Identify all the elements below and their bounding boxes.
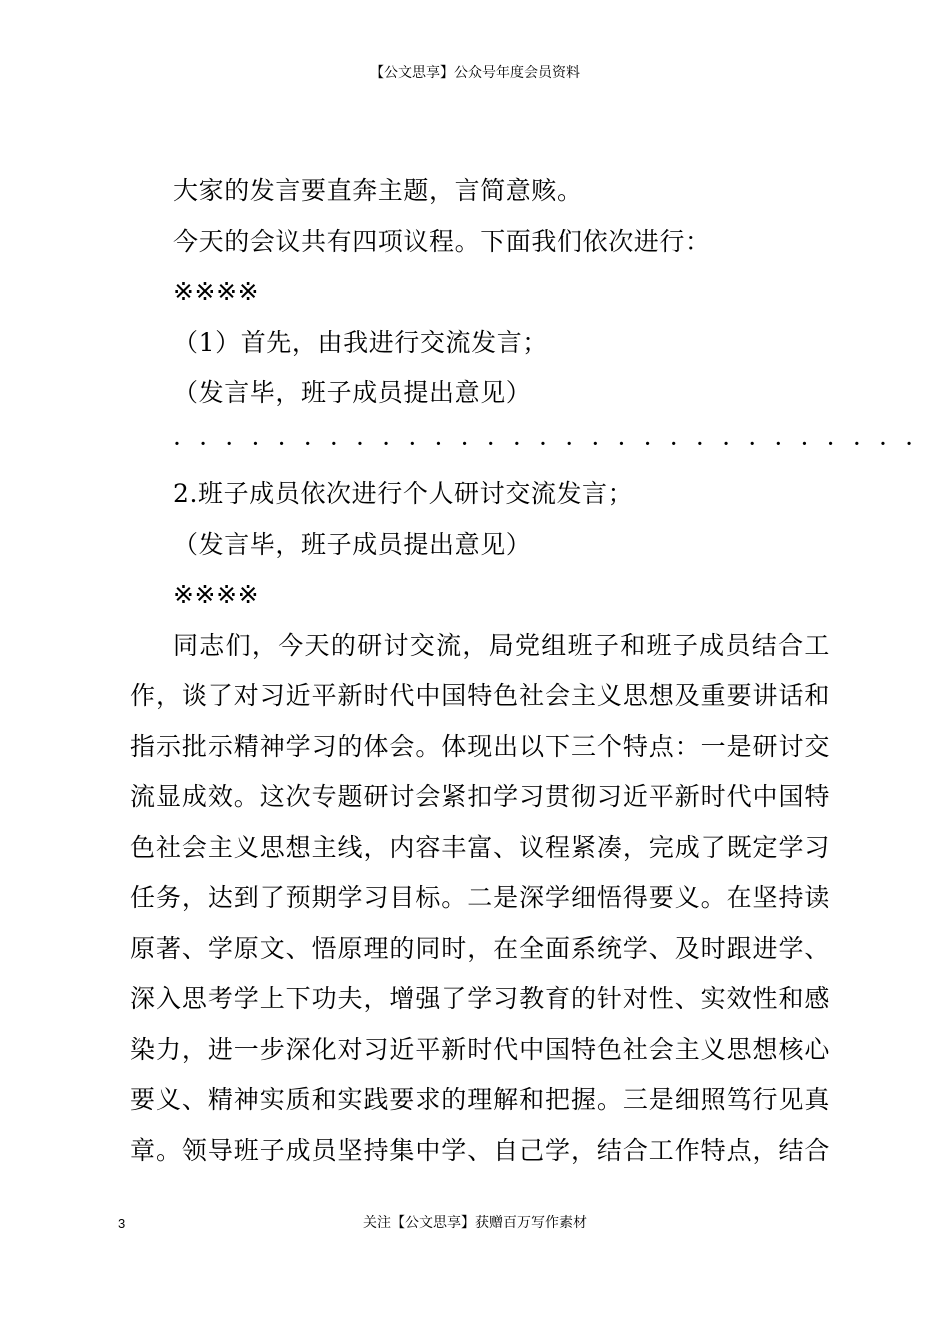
- agenda-note: （发言毕，班子成员提出意见）: [173, 529, 532, 559]
- document-body: [130, 166, 932, 1176]
- paragraph-line: 流显成效。这次专题研讨会紧扣学习贯彻习近平新时代中国特: [130, 782, 830, 811]
- paragraph-line: 指示批示精神学习的体会。体现出以下三个特点：一是研讨交: [130, 731, 830, 761]
- text-line: 大家的发言要直奔主题，言简意赅。: [173, 176, 583, 205]
- paragraph-line: 章。领导班子成员坚持集中学、自己学，结合工作特点，结合: [130, 1135, 830, 1165]
- separator-marks: ※※※※: [173, 277, 260, 306]
- paragraph-line: 深入思考学上下功夫，增强了学习教育的针对性、实效性和感: [130, 984, 830, 1013]
- paragraph-line: 染力，进一步深化对习近平新时代中国特色社会主义思想核心: [130, 1034, 830, 1064]
- agenda-item-2: 2.班子成员依次进行个人研讨交流发言；: [173, 479, 634, 508]
- paragraph-line: 色社会主义思想主线，内容丰富、议程紧凑，完成了既定学习: [130, 832, 830, 862]
- agenda-note: （发言毕，班子成员提出意见）: [173, 378, 532, 407]
- page-footer: 关注【公文思享】获赠百万写作素材: [363, 1215, 587, 1231]
- paragraph-line: 要义、精神实质和实践要求的理解和把握。三是细照笃行见真: [130, 1085, 830, 1114]
- page-number: 3: [118, 1216, 126, 1231]
- separator-marks: ※※※※: [173, 580, 260, 609]
- paragraph-line: 同志们，今天的研讨交流，局党组班子和班子成员结合工: [173, 630, 830, 660]
- paragraph-line: 原著、学原文、悟原理的同时，在全面系统学、及时跟进学、: [130, 933, 830, 963]
- text-line: 今天的会议共有四项议程。下面我们依次进行：: [173, 226, 711, 256]
- agenda-item-1: （1）首先，由我进行交流发言；: [173, 327, 548, 357]
- page-header: 【公文思享】公众号年度会员资料: [370, 65, 580, 81]
- paragraph-line: 任务，达到了预期学习目标。二是深学细悟得要义。在坚持读: [130, 883, 830, 912]
- paragraph-line: 作，谈了对习近平新时代中国特色社会主义思想及重要讲话和: [130, 681, 830, 710]
- dotted-ellipsis: ·····························: [173, 428, 932, 458]
